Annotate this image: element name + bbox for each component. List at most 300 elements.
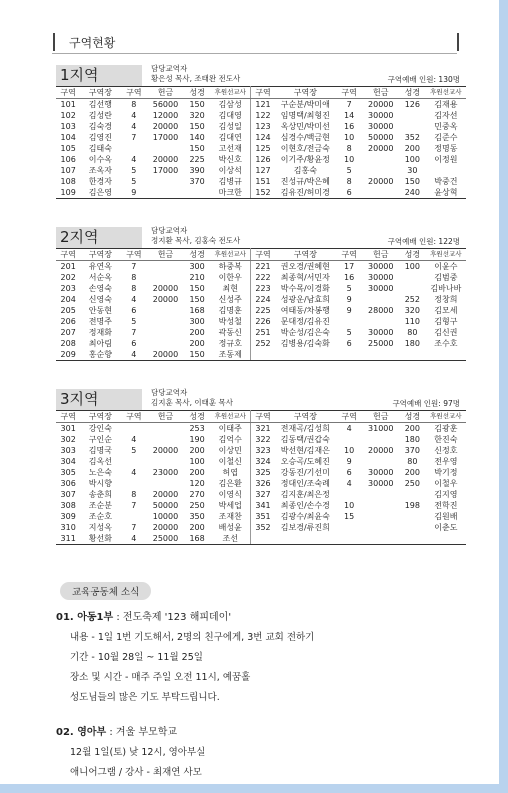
table-cell: 150 (184, 349, 211, 361)
table-row (56, 349, 466, 361)
table-cell (363, 154, 399, 165)
table-cell: 김명훈 (210, 305, 250, 316)
attendance-count: 구역예배 인원: 97명 (392, 399, 460, 408)
table-cell: 150 (189, 122, 205, 131)
table-cell: 황선화 (80, 533, 120, 545)
table-cell: 9 (120, 187, 147, 199)
table-cell (426, 533, 466, 545)
table-cell: 390 (189, 166, 205, 175)
table-cell: 17 (344, 262, 355, 271)
table-cell: 110 (404, 317, 420, 326)
table-cell: 300 (189, 262, 205, 271)
table-cell (426, 165, 466, 176)
table-cell (363, 316, 399, 327)
table-cell: 25000 (368, 339, 394, 348)
column-header: 헌금 (363, 249, 399, 261)
table-header-row (56, 411, 466, 423)
table-row (56, 132, 466, 143)
table-cell: 김자선 (434, 111, 458, 120)
table-cell (363, 500, 399, 511)
table-cell (147, 456, 183, 467)
table-cell (399, 511, 426, 522)
table-cell (336, 489, 363, 500)
table-cell: 303 (60, 446, 76, 455)
table-row (56, 511, 466, 522)
table-header-row (56, 87, 466, 99)
table-cell: 325 (255, 468, 271, 477)
table-cell: 140 (189, 133, 205, 142)
table-cell: 7 (131, 328, 137, 337)
table-cell: 7 (346, 100, 352, 109)
column-header: 후원선교사 (426, 411, 466, 423)
table-cell: 7 (131, 523, 137, 532)
table-cell: 곽동신 (210, 327, 250, 338)
table-cell: 4 (346, 479, 352, 488)
column-header: 성경 (399, 411, 426, 423)
table-cell: 124 (255, 133, 271, 142)
column-header: 구역장 (80, 411, 120, 423)
table-cell: 180 (404, 435, 420, 444)
table-cell: 이춘도 (434, 523, 458, 532)
table-cell: 8 (131, 100, 137, 109)
table-row (56, 187, 466, 199)
table-cell: 200 (404, 468, 420, 477)
table-cell: 320 (189, 111, 205, 120)
table-cell: 20000 (152, 284, 179, 293)
table-cell: 6 (346, 468, 352, 477)
table-cell: 23000 (152, 468, 179, 477)
table-cell: 20000 (152, 155, 179, 164)
table-cell: 20000 (368, 177, 394, 186)
table-cell: 전학진 (434, 501, 458, 510)
table-cell: 손영숙 (88, 284, 112, 293)
pastor-label: 담당교역자 (151, 388, 188, 397)
table-row (56, 143, 466, 154)
table-cell: 4 (131, 295, 137, 304)
table-cell: 326 (255, 479, 271, 488)
table-cell: 123 (255, 122, 271, 131)
table-row (56, 121, 466, 132)
table-cell: 배성윤 (210, 522, 250, 533)
table-cell: 104 (60, 133, 76, 142)
table-cell (363, 294, 399, 305)
table-row (56, 316, 466, 327)
table-cell: 9 (346, 457, 352, 466)
table-cell (399, 283, 426, 294)
table-cell: 한경자 (88, 177, 112, 186)
pastor-info (151, 64, 240, 84)
news-item-2-line: 12월 1일(토) 낮 12시, 영아부실 (70, 747, 206, 758)
table-cell: 하중복 (210, 261, 250, 273)
column-header: 헌금 (147, 249, 183, 261)
table-cell: 152 (251, 187, 275, 199)
table-cell: 107 (60, 166, 76, 175)
table-row (56, 456, 466, 467)
table-cell: 김옥선 (88, 457, 112, 466)
table-cell: 10 (344, 155, 355, 164)
table-cell: 10 (344, 446, 355, 455)
table-cell: 323 (255, 446, 271, 455)
table-cell: 240 (399, 187, 426, 199)
table-cell: 고선재 (210, 143, 250, 154)
table-cell: 56000 (152, 100, 179, 109)
column-header: 후원선교사 (210, 87, 250, 99)
news-item-2-title: : 겨울 부모학교 (106, 727, 178, 738)
table-cell: 20000 (152, 295, 179, 304)
table-cell: 김홍숙 (293, 166, 317, 175)
table-cell (251, 349, 275, 361)
table-cell: 김보경/류진희 (280, 523, 330, 532)
table-cell (120, 456, 147, 467)
table-cell: 최아림 (88, 339, 112, 348)
table-cell: 14 (344, 111, 355, 120)
table-cell: 20000 (368, 100, 394, 109)
table-cell: 370 (404, 446, 420, 455)
table-cell: 홍순향 (80, 349, 120, 361)
table-cell: 송춘희 (88, 490, 112, 499)
table-cell (120, 511, 147, 522)
table-cell: 10000 (152, 512, 179, 521)
table-cell: 198 (404, 501, 420, 510)
table-cell: 100 (404, 262, 420, 271)
pastor-info (151, 388, 233, 408)
table-cell: 김대연 (210, 132, 250, 143)
table-row (56, 176, 466, 187)
table-row (56, 327, 466, 338)
table-header-row (56, 249, 466, 261)
table-cell: 박신호 (210, 154, 250, 165)
table-cell: 200 (189, 446, 205, 455)
table-cell: 박중건 (434, 177, 458, 186)
table-cell: 강동진/기선미 (280, 468, 330, 477)
table-cell: 오승곡/도혜진 (280, 457, 330, 466)
table-cell: 351 (255, 512, 271, 521)
column-header: 구역장 (80, 87, 120, 99)
table-row (56, 500, 466, 511)
table-cell: 김병용/김숙화 (280, 339, 330, 348)
table-row (56, 294, 466, 305)
table-cell: 190 (189, 435, 205, 444)
table-cell: 정대인/조숙례 (280, 479, 330, 488)
column-header: 성경 (184, 411, 211, 423)
table-cell: 7 (131, 262, 137, 271)
table-cell: 202 (60, 273, 76, 282)
region-1-section (56, 62, 466, 199)
pastor-names: 김지훈 목사, 이태훈 목사 (151, 398, 233, 407)
region-title: 2지역 (56, 227, 142, 248)
table-cell: 박순성/김은숙 (280, 328, 330, 337)
table-cell: 301 (60, 424, 76, 433)
district-table (56, 86, 466, 199)
table-cell: 7 (131, 133, 137, 142)
table-cell: 151 (255, 177, 271, 186)
table-cell (147, 434, 183, 445)
attendance-count: 구역예배 인원: 130명 (387, 75, 460, 84)
column-header: 후원선교사 (426, 249, 466, 261)
table-cell: 허엽 (210, 467, 250, 478)
table-cell: 박선현/김재은 (280, 446, 330, 455)
table-cell: 200 (189, 468, 205, 477)
table-cell: 6 (336, 187, 363, 199)
table-cell (147, 327, 183, 338)
table-cell (399, 121, 426, 132)
table-cell: 박기정 (434, 468, 458, 477)
table-cell: 이영식 (210, 489, 250, 500)
table-cell: 101 (60, 100, 76, 109)
table-cell: 김범중 (434, 273, 458, 282)
table-cell (336, 434, 363, 445)
table-cell: 김신권 (434, 328, 458, 337)
table-cell: 223 (255, 284, 271, 293)
table-cell: 9 (346, 306, 352, 315)
table-cell: 108 (60, 177, 76, 186)
table-cell: 전우영 (434, 457, 458, 466)
table-cell: 10 (344, 501, 355, 510)
table-cell: 이수옥 (88, 155, 112, 164)
table-cell: 김태숙 (88, 144, 112, 153)
column-header: 구역 (56, 249, 80, 261)
table-cell: 125 (255, 144, 271, 153)
table-cell (147, 261, 183, 273)
table-cell: 조옥자 (88, 166, 112, 175)
table-cell: 윤상혁 (426, 187, 466, 199)
table-cell (363, 165, 399, 176)
table-cell: 150 (189, 284, 205, 293)
table-cell: 127 (255, 166, 271, 175)
table-cell: 7 (131, 501, 137, 510)
table-cell: 122 (255, 111, 271, 120)
table-cell: 김광훈 (434, 424, 458, 433)
news-item-2-heading (56, 723, 466, 738)
table-cell: 임명택/최형진 (280, 111, 330, 120)
table-cell: 30000 (368, 122, 394, 131)
table-cell: 206 (60, 317, 76, 326)
table-cell: 박시향 (88, 479, 112, 488)
table-row (56, 305, 466, 316)
table-cell (147, 143, 183, 154)
column-header: 구역 (336, 87, 363, 99)
table-cell: 30000 (368, 468, 394, 477)
table-row (56, 154, 466, 165)
attendance-count: 구역예배 인원: 122명 (387, 237, 460, 246)
table-cell: 100 (404, 155, 420, 164)
table-cell: 이윤수 (434, 262, 458, 271)
table-row (56, 110, 466, 121)
table-cell: 17000 (152, 166, 179, 175)
table-cell: 신정호 (434, 446, 458, 455)
column-header: 구역장 (275, 87, 336, 99)
page-header (53, 33, 459, 51)
table-cell: 성광운/남효희 (280, 295, 330, 304)
table-cell: 252 (404, 295, 420, 304)
table-cell: 322 (255, 435, 271, 444)
table-cell: 8 (131, 284, 137, 293)
table-cell (147, 305, 183, 316)
region-title: 1지역 (56, 65, 142, 86)
table-cell: 4 (131, 122, 137, 131)
table-cell: 327 (255, 490, 271, 499)
region-header (56, 62, 466, 86)
table-cell: 150 (189, 295, 205, 304)
table-cell (120, 478, 147, 489)
table-cell: 222 (255, 273, 271, 282)
page-title: 구역현황 (69, 36, 116, 50)
table-cell (426, 349, 466, 361)
table-row (56, 522, 466, 533)
education-news-badge: 교육공동체 소식 (60, 582, 151, 600)
table-cell: 김성일 (210, 121, 250, 132)
table-cell: 문대정/김유진 (280, 317, 330, 326)
table-cell (399, 533, 426, 545)
table-cell (275, 533, 336, 545)
table-cell: 270 (189, 490, 205, 499)
table-cell: 최종혁/서민자 (280, 273, 330, 282)
column-header: 구역 (251, 411, 275, 423)
table-cell: 221 (255, 262, 271, 271)
table-cell: 109 (56, 187, 80, 199)
table-cell: 김형구 (434, 317, 458, 326)
table-cell: 9 (346, 295, 352, 304)
table-cell (336, 349, 363, 361)
table-cell: 200 (189, 523, 205, 532)
table-cell: 200 (404, 144, 420, 153)
table-cell: 150 (189, 144, 205, 153)
table-cell (363, 489, 399, 500)
table-cell: 15 (344, 512, 355, 521)
table-cell: 352 (255, 523, 271, 532)
table-cell: 370 (189, 177, 205, 186)
table-cell: 김숙경 (88, 122, 112, 131)
pastor-label: 담당교역자 (151, 64, 188, 73)
table-cell: 김준수 (434, 133, 458, 142)
table-cell: 조동제 (210, 349, 250, 361)
table-cell: 30000 (368, 273, 394, 282)
table-cell: 20000 (368, 446, 394, 455)
table-cell: 이정원 (434, 155, 458, 164)
table-cell: 심경수/백금현 (280, 133, 330, 142)
table-cell: 이현호/전금숙 (280, 144, 330, 153)
table-cell: 30000 (368, 284, 394, 293)
table-cell: 126 (255, 155, 271, 164)
table-cell: 320 (404, 306, 420, 315)
table-cell: 8 (131, 490, 137, 499)
table-cell: 16 (344, 122, 355, 131)
table-row (56, 478, 466, 489)
table-cell: 208 (60, 339, 76, 348)
table-cell: 전재곡/김성희 (280, 424, 330, 433)
table-cell: 50000 (368, 133, 394, 142)
table-cell: 민중옥 (434, 122, 458, 131)
table-cell: 5 (346, 284, 352, 293)
table-cell (147, 176, 183, 187)
table-cell: 안동현 (88, 306, 112, 315)
table-cell (399, 522, 426, 533)
table-cell: 201 (60, 262, 76, 271)
table-cell: 311 (56, 533, 80, 545)
bottom-accent-bar (0, 784, 508, 793)
table-cell: 30000 (368, 328, 394, 337)
table-cell: 180 (404, 339, 420, 348)
table-cell: 박수목/이경화 (280, 284, 330, 293)
table-cell: 한진숙 (434, 435, 458, 444)
table-cell: 324 (255, 457, 271, 466)
district-table (56, 248, 466, 361)
table-cell: 정명동 (434, 144, 458, 153)
table-cell: 이철우 (434, 479, 458, 488)
table-cell: 구인순 (88, 435, 112, 444)
table-cell: 김모세 (434, 306, 458, 315)
table-cell: 여태동/차봉행 (280, 306, 330, 315)
region-2-section (56, 224, 466, 361)
news-item-1-line: 기간 - 10월 28일 ~ 11월 25일 (70, 652, 203, 663)
table-cell: 30000 (368, 111, 394, 120)
table-cell: 지성옥 (88, 523, 112, 532)
table-cell: 김대영 (210, 110, 250, 121)
table-cell: 정재화 (88, 328, 112, 337)
news-item-1-number: 01. 아동1부 (56, 612, 114, 623)
table-row (56, 445, 466, 456)
table-cell: 253 (189, 424, 205, 433)
column-header: 성경 (184, 249, 211, 261)
table-cell: 302 (60, 435, 76, 444)
table-cell: 5 (346, 166, 352, 175)
table-cell: 신영숙 (88, 295, 112, 304)
table-cell: 이상민 (210, 445, 250, 456)
column-header: 후원선교사 (210, 411, 250, 423)
table-cell: 8 (346, 144, 352, 153)
column-header: 구역 (251, 249, 275, 261)
table-cell: 8 (346, 177, 352, 186)
table-cell: 20000 (152, 523, 179, 532)
table-cell: 20000 (147, 349, 183, 361)
news-item-1-line: 장소 및 시간 - 매주 주일 오전 11시, 예꿈홀 (70, 672, 251, 683)
table-cell: 6 (131, 306, 137, 315)
table-cell: 김지영 (434, 490, 458, 499)
column-header: 헌금 (147, 87, 183, 99)
table-cell: 350 (189, 512, 205, 521)
table-cell: 이태주 (210, 423, 250, 435)
district-table (56, 410, 466, 545)
header-divider (52, 53, 457, 54)
table-cell: 김유진/허미경 (275, 187, 336, 199)
column-header: 구역장 (80, 249, 120, 261)
table-cell: 121 (255, 100, 271, 109)
column-header: 구역 (120, 249, 147, 261)
table-row (56, 533, 466, 545)
table-cell (120, 143, 147, 154)
column-header: 후원선교사 (426, 87, 466, 99)
education-news (56, 580, 466, 778)
table-cell: 12000 (152, 111, 179, 120)
table-cell: 김명국 (88, 446, 112, 455)
table-cell (336, 316, 363, 327)
table-cell: 서순옥 (88, 273, 112, 282)
table-cell: 50000 (152, 501, 179, 510)
table-cell: 203 (60, 284, 76, 293)
table-cell: 신성주 (210, 294, 250, 305)
table-row (56, 467, 466, 478)
region-header (56, 386, 466, 410)
table-cell (363, 522, 399, 533)
column-header: 구역장 (275, 249, 336, 261)
table-cell (399, 489, 426, 500)
table-cell: 20000 (152, 490, 179, 499)
table-cell (363, 456, 399, 467)
news-item-1-heading (56, 608, 466, 623)
table-cell: 309 (60, 512, 76, 521)
table-row (56, 261, 466, 273)
table-cell: 김삼성 (210, 99, 250, 111)
